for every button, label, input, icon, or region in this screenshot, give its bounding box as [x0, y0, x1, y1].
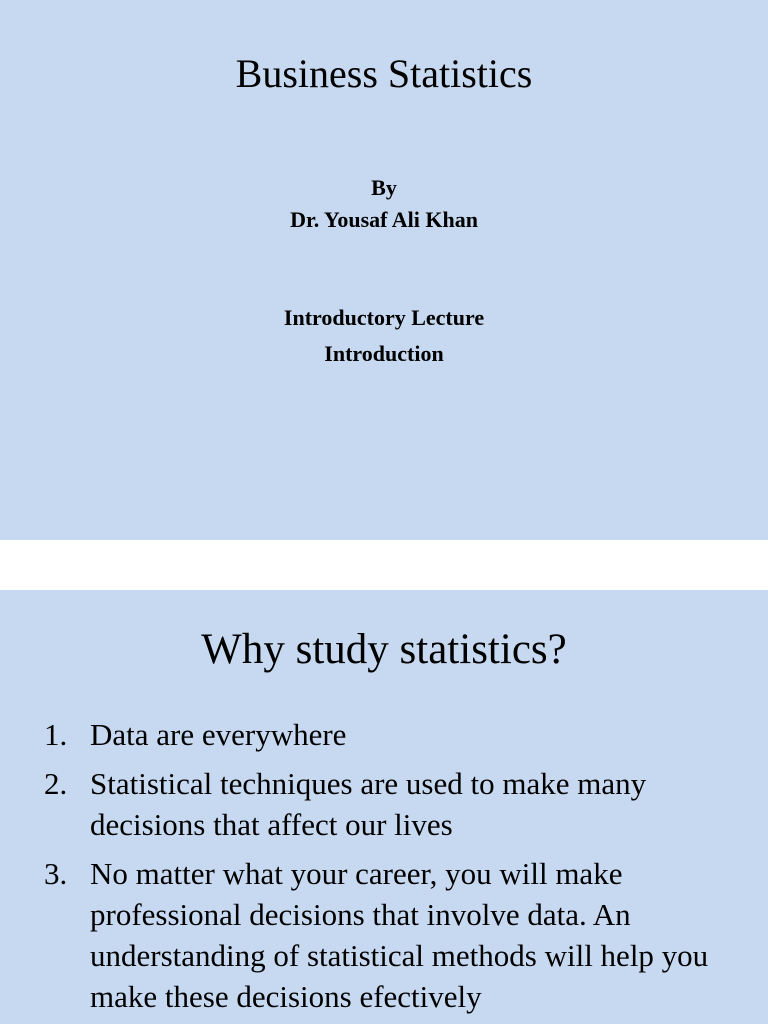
list-item	[44, 763, 744, 845]
slide-why-study	[0, 590, 768, 1024]
list-item-text: Data are everywhere	[90, 717, 347, 752]
lecture-block	[0, 300, 768, 372]
list-item-number: 2.	[44, 766, 68, 801]
reasons-list	[44, 714, 744, 1024]
slide-title-heading: Business Statistics	[235, 51, 533, 96]
by-label: By	[371, 175, 397, 200]
list-item	[44, 853, 744, 1017]
list-item-number: 1.	[44, 717, 68, 752]
list-item-number: 3.	[44, 856, 68, 891]
list-item-text: No matter what your career, you will make professional decisions that involve data. An understanding of statistical methods will help you make these decisions efectively	[90, 856, 709, 1014]
list-item	[44, 714, 744, 755]
author-name: Dr. Yousaf Ali Khan	[290, 207, 478, 232]
list-item-text: Statistical techniques are used to make many decisions that affect our lives	[90, 766, 647, 842]
slide-why-heading: Why study statistics?	[201, 626, 567, 673]
lecture-label: Introductory Lecture	[283, 305, 485, 330]
lecture-topic: Introduction	[324, 341, 444, 366]
author-block	[0, 172, 768, 236]
